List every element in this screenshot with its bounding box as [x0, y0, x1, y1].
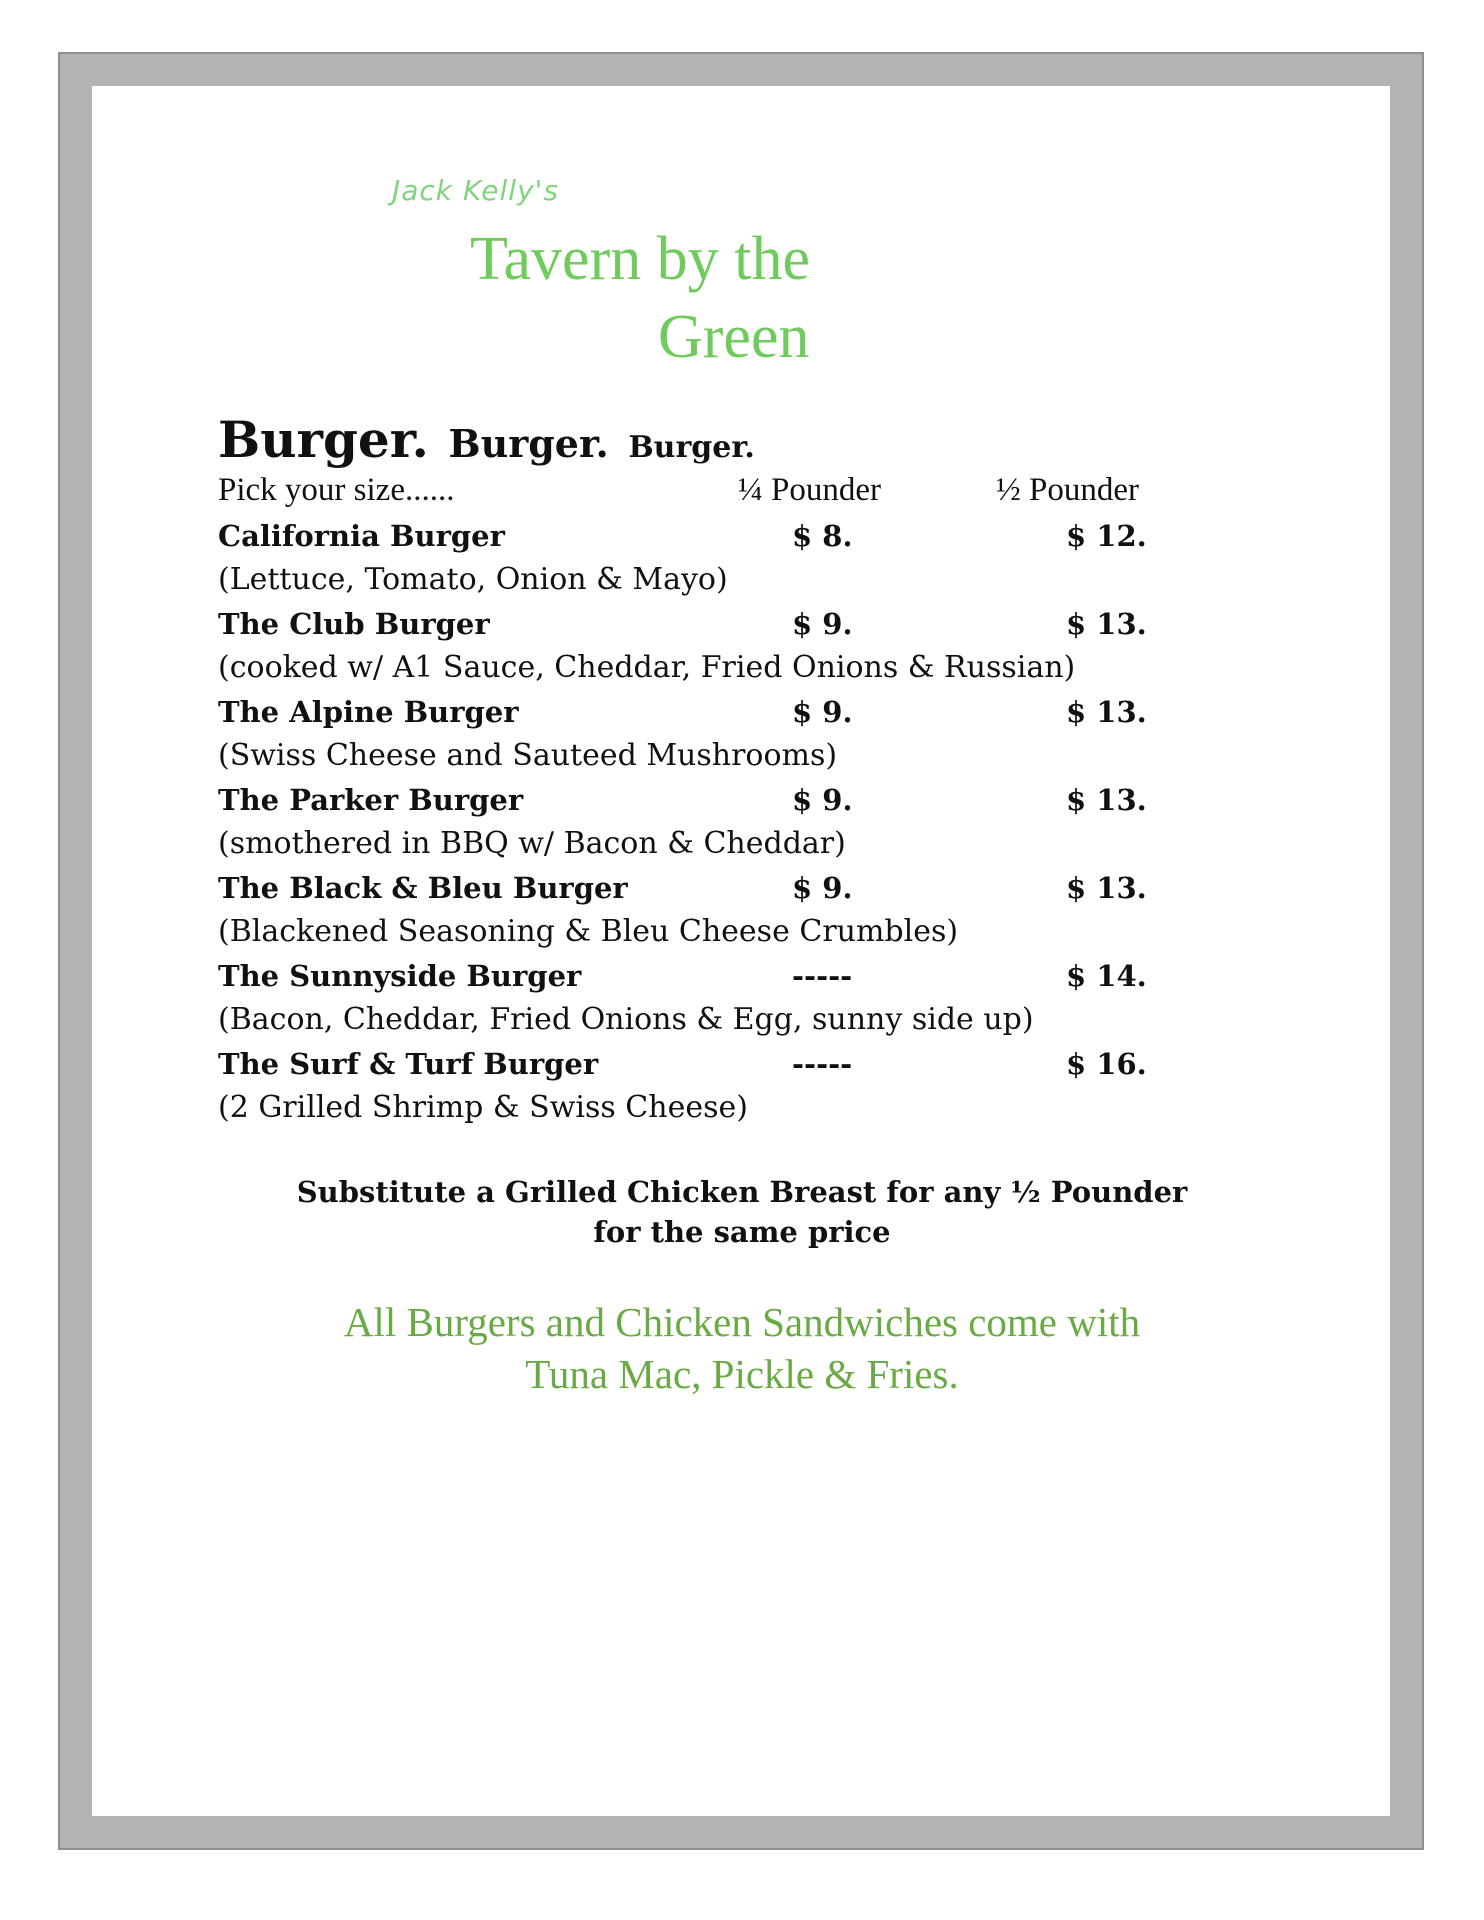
- size-label: Pick your size......: [218, 472, 455, 508]
- menu-item: [218, 514, 1218, 602]
- heading-medium: Burger.: [448, 421, 609, 466]
- item-description: (Bacon, Cheddar, Fried Onions & Egg, sunny side up): [218, 1002, 1034, 1037]
- heading-large: Burger.: [218, 410, 429, 469]
- price-quarter: -----: [792, 1047, 853, 1081]
- menu-item: [218, 778, 1218, 866]
- item-description: (cooked w/ A1 Sauce, Cheddar, Fried Onions & Russian): [218, 650, 1076, 685]
- title-line-2: Green: [658, 303, 810, 371]
- price-quarter: $ 8.: [792, 519, 853, 553]
- item-name: The Surf & Turf Burger: [218, 1047, 599, 1081]
- item-name: California Burger: [218, 519, 505, 553]
- price-quarter: $ 9.: [792, 695, 853, 729]
- restaurant-title: [470, 220, 910, 376]
- item-name: The Parker Burger: [218, 783, 524, 817]
- price-half: $ 13.: [1066, 607, 1147, 641]
- title-line-1: Tavern by the: [470, 225, 810, 293]
- item-description: (Lettuce, Tomato, Onion & Mayo): [218, 562, 728, 597]
- price-half: $ 13.: [1066, 871, 1147, 905]
- heading-small: Burger.: [628, 430, 755, 465]
- price-half: $ 12.: [1066, 519, 1147, 553]
- item-name: The Black & Bleu Burger: [218, 871, 628, 905]
- substitution-note: [180, 1172, 1304, 1252]
- menu-item: [218, 954, 1218, 1042]
- item-description: (Swiss Cheese and Sauteed Mushrooms): [218, 738, 838, 773]
- price-quarter: $ 9.: [792, 783, 853, 817]
- price-half: $ 14.: [1066, 959, 1147, 993]
- price-quarter: -----: [792, 959, 853, 993]
- menu-item: [218, 602, 1218, 690]
- burger-menu-list: [218, 514, 1218, 1130]
- item-name: The Alpine Burger: [218, 695, 519, 729]
- price-half: $ 13.: [1066, 695, 1147, 729]
- note-line-1: Substitute a Grilled Chicken Breast for any ½ Pounder: [296, 1175, 1188, 1209]
- note-line-2: for the same price: [593, 1215, 891, 1249]
- size-column-quarter: ¼ Pounder: [738, 472, 881, 508]
- sides-footer: [180, 1296, 1304, 1400]
- item-description: (Blackened Seasoning & Bleu Cheese Crumbles): [218, 914, 959, 949]
- price-half: $ 16.: [1066, 1047, 1147, 1081]
- menu-item: [218, 866, 1218, 954]
- size-column-half: ½ Pounder: [996, 472, 1139, 508]
- price-quarter: $ 9.: [792, 871, 853, 905]
- restaurant-subtitle: Jack Kelly's: [392, 174, 559, 207]
- menu-item: [218, 1042, 1218, 1130]
- item-name: The Club Burger: [218, 607, 490, 641]
- price-quarter: $ 9.: [792, 607, 853, 641]
- menu-item: [218, 690, 1218, 778]
- item-description: (2 Grilled Shrimp & Swiss Cheese): [218, 1090, 748, 1125]
- footer-line-1: All Burgers and Chicken Sandwiches come with: [343, 1299, 1141, 1345]
- size-header-row: [218, 472, 1198, 512]
- section-heading: [218, 410, 769, 469]
- price-half: $ 13.: [1066, 783, 1147, 817]
- footer-line-2: Tuna Mac, Pickle & Fries.: [525, 1351, 959, 1397]
- item-name: The Sunnyside Burger: [218, 959, 582, 993]
- item-description: (smothered in BBQ w/ Bacon & Cheddar): [218, 826, 846, 861]
